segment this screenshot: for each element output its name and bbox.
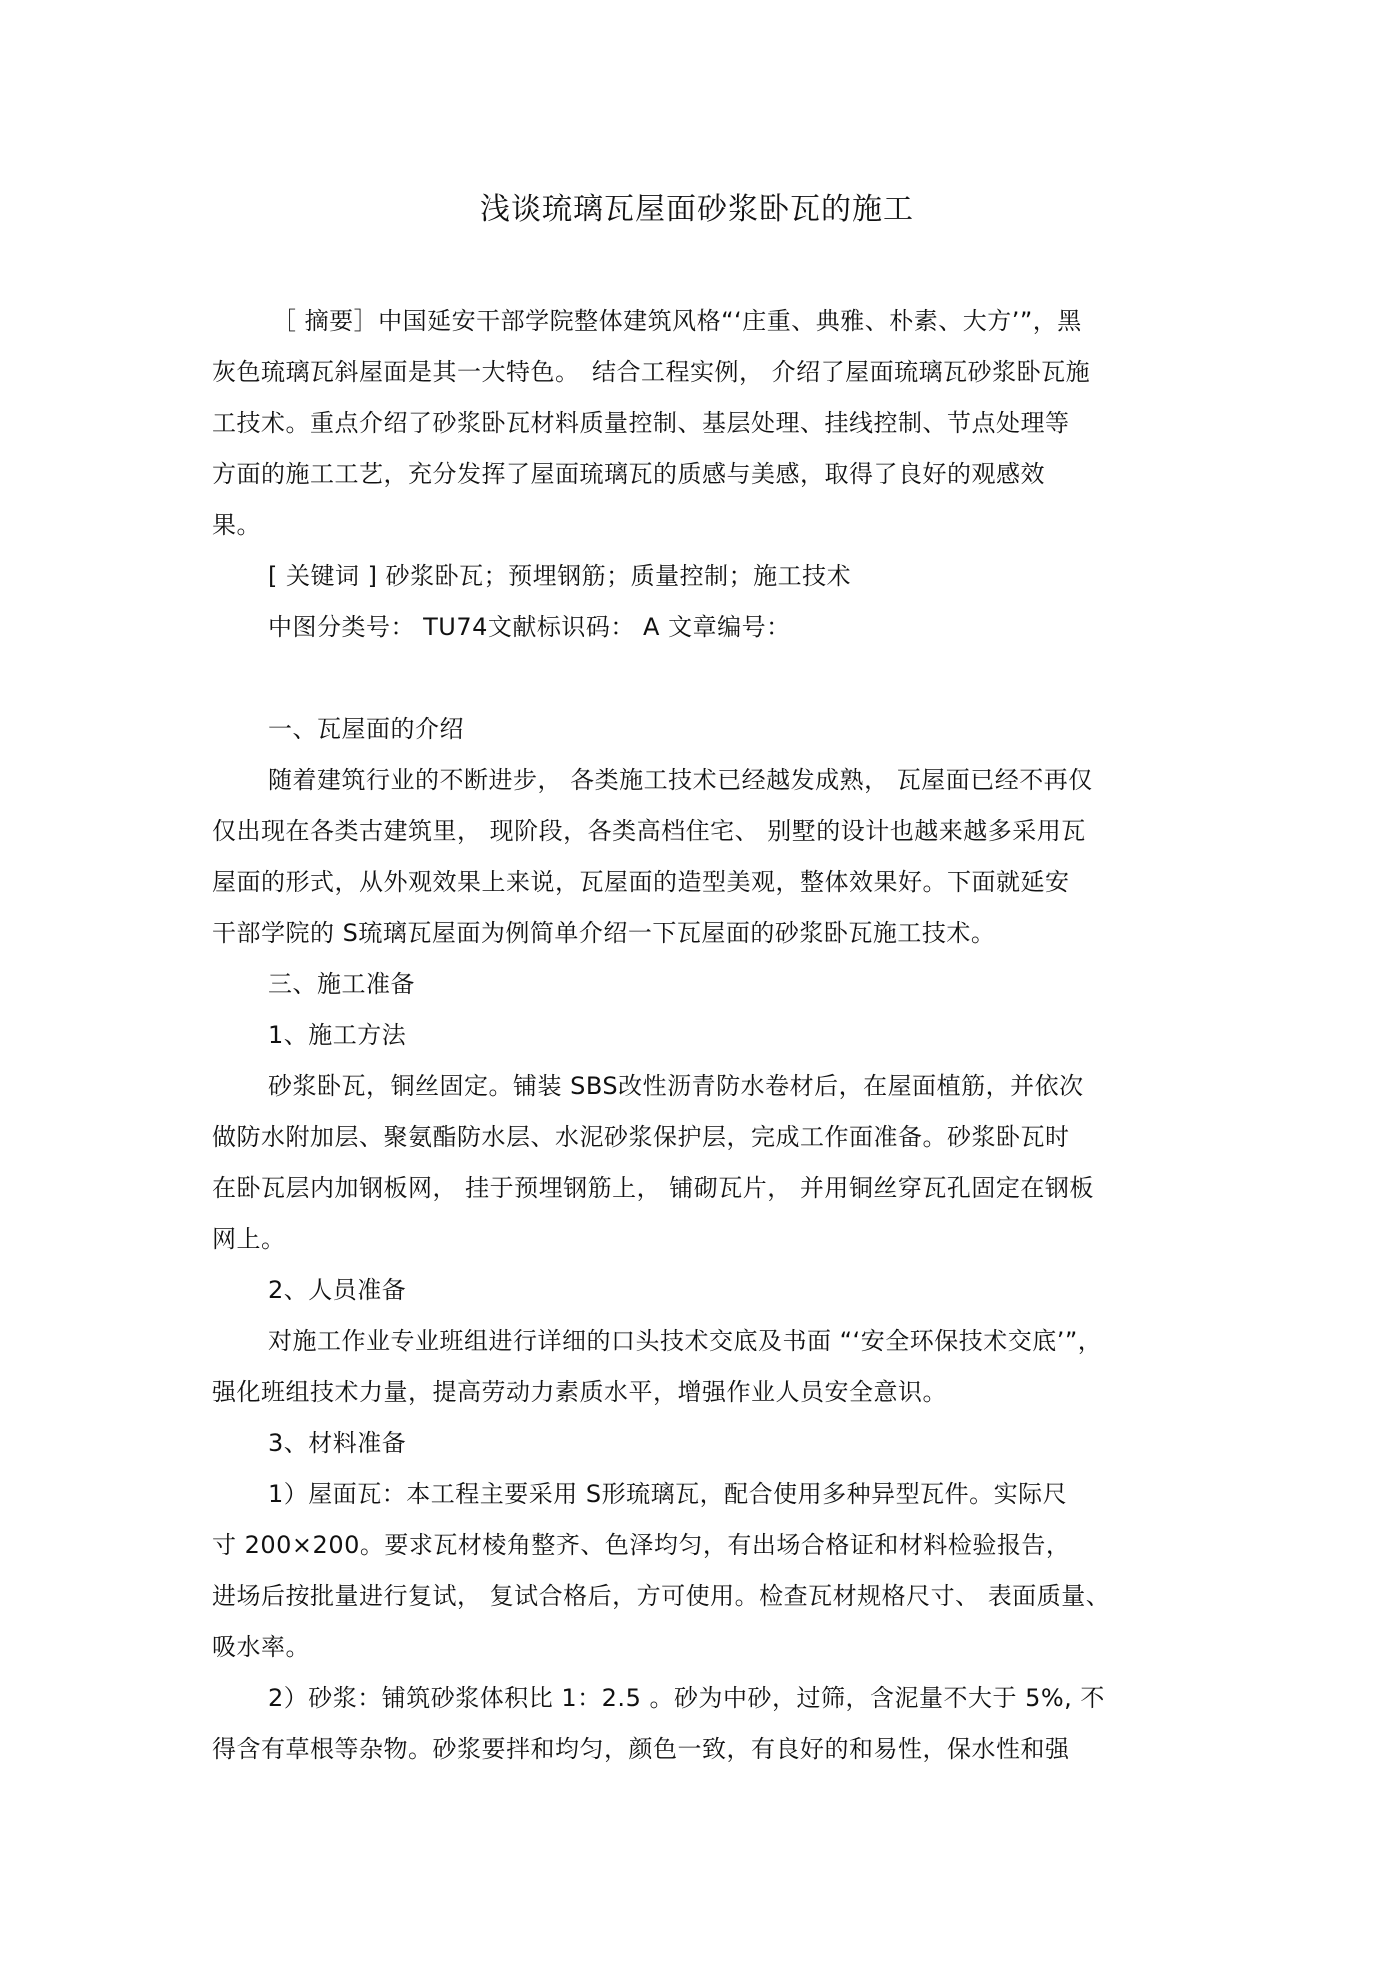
abstract-line-4: 方面的施工工艺，充分发挥了屋面琉璃瓦的质感与美感，取得了良好的观感效 [212, 460, 1045, 488]
body-line-6: 做防水附加层、聚氨酯防水层、水泥砂浆保护层，完成工作面准备。砂浆卧瓦时 [212, 1123, 1070, 1151]
abstract-line-2: 灰色琉璃瓦斜屋面是其一大特色。 结合工程实例， 介绍了屋面琉璃瓦砂浆卧瓦施 [212, 358, 1091, 386]
abstract-line-1: ［ 摘要］中国延安干部学院整体建筑风格“‘庄重、典雅、朴素、大方’”，黑 [272, 307, 1082, 335]
subsection-heading-1: 1、施工方法 [268, 1021, 407, 1049]
keywords-line: [ 关键词 ] 砂浆卧瓦；预埋钢筋；质量控制；施工技术 [268, 562, 852, 590]
body-line-10: 强化班组技术力量，提高劳动力素质水平，增强作业人员安全意识。 [212, 1378, 947, 1406]
body-line-16: 得含有草根等杂物。砂浆要拌和均匀，颜色一致，有良好的和易性，保水性和强 [212, 1735, 1070, 1763]
section-heading-1: 一、瓦屋面的介绍 [268, 715, 464, 743]
body-line-3: 屋面的形式，从外观效果上来说，瓦屋面的造型美观，整体效果好。下面就延安 [212, 868, 1070, 896]
body-line-7: 在卧瓦层内加钢板网， 挂于预埋钢筋上， 铺砌瓦片， 并用铜丝穿瓦孔固定在钢板 [212, 1174, 1094, 1202]
body-line-12: 寸 200×200。要求瓦材棱角整齐、色泽均匀，有出场合格证和材料检验报告， [212, 1531, 1071, 1559]
body-line-8: 网上。 [212, 1225, 286, 1253]
document-title: 浅谈琉璃瓦屋面砂浆卧瓦的施工 [480, 192, 914, 227]
body-line-9: 对施工作业专业班组进行详细的口头技术交底及书面 “‘安全环保技术交底’”， [268, 1327, 1103, 1355]
subsection-heading-2: 2、人员准备 [268, 1276, 407, 1304]
body-line-2: 仅出现在各类古建筑里， 现阶段，各类高档住宅、 别墅的设计也越来越多采用瓦 [212, 817, 1086, 845]
body-line-13: 进场后按批量进行复试， 复试合格后，方可使用。检查瓦材规格尺寸、 表面质量、 [212, 1582, 1111, 1610]
classification-line: 中图分类号： TU74文献标识码： A 文章编号： [268, 613, 791, 641]
body-line-1: 随着建筑行业的不断进步， 各类施工技术已经越发成熟， 瓦屋面已经不再仅 [268, 766, 1093, 794]
abstract-line-5: 果。 [212, 511, 261, 539]
abstract-line-3: 工技术。重点介绍了砂浆卧瓦材料质量控制、基层处理、挂线控制、节点处理等 [212, 409, 1070, 437]
body-line-11: 1）屋面瓦：本工程主要采用 S形琉璃瓦，配合使用多种异型瓦件。实际尺 [268, 1480, 1068, 1508]
body-line-5: 砂浆卧瓦，铜丝固定。铺装 SBS改性沥青防水卷材后，在屋面植筋，并依次 [268, 1072, 1084, 1100]
body-line-15: 2）砂浆：铺筑砂浆体积比 1：2.5 。砂为中砂，过筛，含泥量不大于 5%, 不 [268, 1684, 1105, 1712]
body-line-4: 干部学院的 S琉璃瓦屋面为例简单介绍一下瓦屋面的砂浆卧瓦施工技术。 [212, 919, 996, 947]
subsection-heading-3: 3、材料准备 [268, 1429, 407, 1457]
section-heading-3: 三、施工准备 [268, 970, 415, 998]
body-line-14: 吸水率。 [212, 1633, 310, 1661]
